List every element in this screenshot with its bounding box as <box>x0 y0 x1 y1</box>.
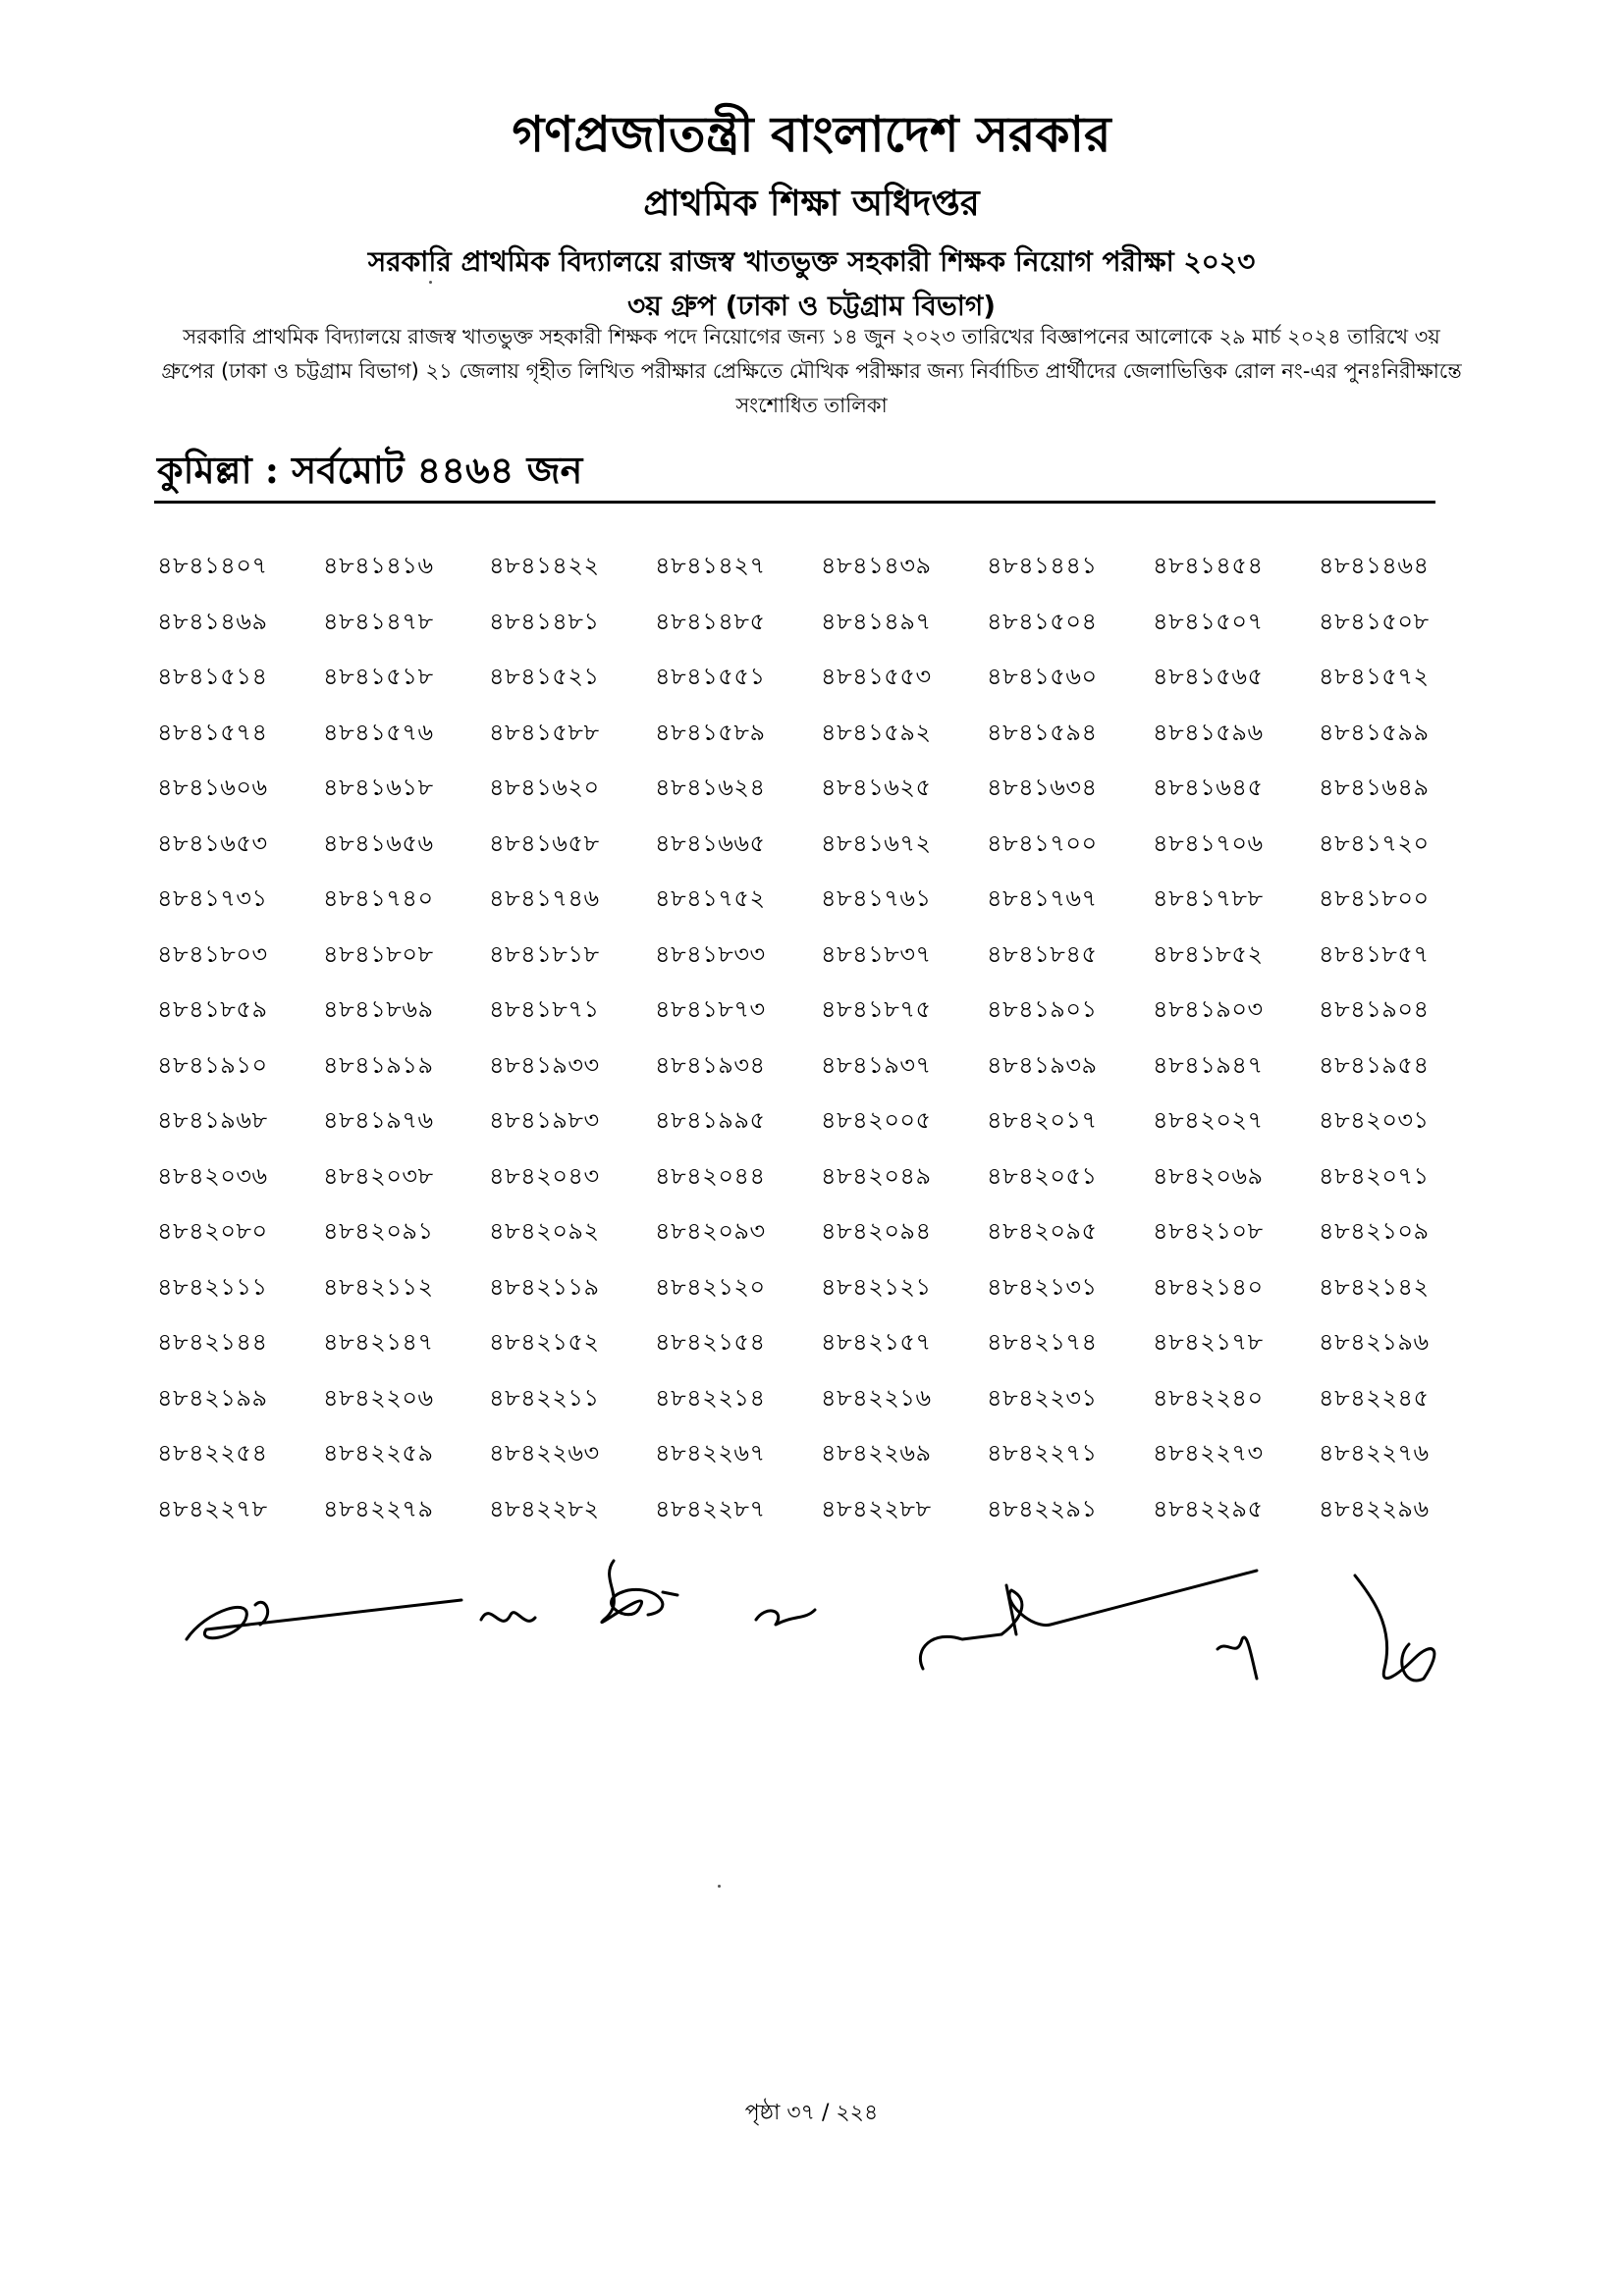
roll-number: ৪৮৪১৫৬৫ <box>1153 663 1264 691</box>
roll-number: ৪৮৪১৫৯২ <box>821 718 932 746</box>
roll-number: ৪৮৪১৪২২ <box>489 552 600 580</box>
roll-number: ৪৮৪১৭৪৬ <box>489 884 600 913</box>
scan-speck <box>429 281 432 284</box>
roll-row <box>157 762 1443 818</box>
roll-number: ৪৮৪১৭২০ <box>1319 828 1430 857</box>
roll-number: ৪৮৪১৬৫৩ <box>157 828 268 857</box>
roll-number: ৪৮৪১৮০৩ <box>157 939 268 968</box>
signature-3 <box>602 1561 663 1623</box>
roll-row <box>157 707 1443 763</box>
roll-number: ৪৮৪২২৭১ <box>987 1439 1098 1468</box>
roll-number: ৪৮৪১৬২৪ <box>655 774 766 802</box>
roll-number: ৪৮৪২১০৯ <box>1319 1217 1430 1246</box>
roll-row <box>157 1095 1443 1150</box>
roll-number: ৪৮৪১৪২৭ <box>655 552 766 580</box>
roll-row <box>157 651 1443 707</box>
roll-number: ৪৮৪১৬৩৪ <box>987 774 1098 802</box>
roll-row <box>157 1261 1443 1317</box>
roll-number: ৪৮৪১৪০৭ <box>157 552 268 580</box>
roll-number: ৪৮৪২১১২ <box>323 1272 434 1301</box>
roll-number: ৪৮৪২২১১ <box>489 1383 600 1412</box>
roll-number: ৪৮৪২০৪৯ <box>821 1161 932 1190</box>
roll-number: ৪৮৪১৮৩৭ <box>821 939 932 968</box>
roll-number: ৪৮৪১৯০৩ <box>1153 995 1264 1024</box>
roll-number: ৪৮৪১৬৫৬ <box>323 828 434 857</box>
roll-number: ৪৮৪২১৪৪ <box>157 1328 268 1357</box>
roll-number: ৪৮৪১৫৬০ <box>987 663 1098 691</box>
roll-number: ৪৮৪১৯৮৩ <box>489 1106 600 1135</box>
roll-row <box>157 1205 1443 1261</box>
roll-number: ৪৮৪১৮৭৫ <box>821 995 932 1024</box>
roll-number: ৪৮৪১৫৫১ <box>655 663 766 691</box>
signatures <box>167 1541 1502 1708</box>
roll-number: ৪৮৪২১৯৬ <box>1319 1328 1430 1357</box>
roll-number: ৪৮৪১৯৩৭ <box>821 1050 932 1079</box>
roll-row <box>157 596 1443 652</box>
roll-number: ৪৮৪১৪৮১ <box>489 607 600 635</box>
roll-number: ৪৮৪১৪৩৯ <box>821 552 932 580</box>
roll-number: ৪৮৪২০৬৯ <box>1153 1161 1264 1190</box>
roll-number: ৪৮৪২২০৬ <box>323 1383 434 1412</box>
roll-number: ৪৮৪২০৩৮ <box>323 1161 434 1190</box>
roll-number: ৪৮৪১৫৮৯ <box>655 718 766 746</box>
roll-number: ৪৮৪২২৮২ <box>489 1494 600 1522</box>
list-description: সরকারি প্রাথমিক বিদ্যালয়ে রাজস্ব খাতভুক্ত সহকারী শিক্ষক পদে নিয়োগের জন্য ১৪ জুন ২০২৩ তারিখের বিজ্ঞাপনের আলোকে ২৯ মার্চ ২০২৪ তারিখে ৩য় গ্রুপের (ঢাকা ও চট্টগ্রাম বিভাগ) ২১ জেলায় গৃহীত লিখিত পরীক্ষার প্রেক্ষিতে মৌখিক পরীক্ষার জন্য নির্বাচিত প্রার্থীদের জেলাভিত্তিক রোল নং-এর পুনঃনিরীক্ষান্তে সংশোধিত তালিকা <box>161 325 1462 417</box>
roll-number: ৪৮৪২০১৭ <box>987 1106 1098 1135</box>
roll-number: ৪৮৪১৯৩৯ <box>987 1050 1098 1079</box>
roll-number: ৪৮৪১৯০৪ <box>1319 995 1430 1024</box>
roll-number: ৪৮৪২০৩১ <box>1319 1106 1430 1135</box>
signature-5 <box>1217 1637 1257 1679</box>
document-title: গণপ্রজাতন্ত্রী বাংলাদেশ সরকার <box>512 105 1111 163</box>
roll-number: ৪৮৪১৯০১ <box>987 995 1098 1024</box>
roll-number: ৪৮৪২০৭১ <box>1319 1161 1430 1190</box>
roll-number: ৪৮৪২২৩১ <box>987 1383 1098 1412</box>
roll-number: ৪৮৪১৫১৮ <box>323 663 434 691</box>
roll-number: ৪৮৪১৭৮৮ <box>1153 884 1264 913</box>
roll-number: ৪৮৪১৮০০ <box>1319 884 1430 913</box>
roll-number: ৪৮৪১৭০০ <box>987 828 1098 857</box>
roll-number: ৪৮৪২১৭৪ <box>987 1328 1098 1357</box>
roll-number: ৪৮৪২০৪৪ <box>655 1161 766 1190</box>
roll-number: ৪৮৪২১২১ <box>821 1272 932 1301</box>
roll-number: ৪৮৪১৮৪৫ <box>987 939 1098 968</box>
roll-number: ৪৮৪১৯৯৫ <box>655 1106 766 1135</box>
roll-number: ৪৮৪২১৪৭ <box>323 1328 434 1357</box>
roll-number: ৪৮৪১৪৯৭ <box>821 607 932 635</box>
roll-number: ৪৮৪১৮৫২ <box>1153 939 1264 968</box>
roll-number: ৪৮৪১৫৫৩ <box>821 663 932 691</box>
roll-number: ৪৮৪১৫২১ <box>489 663 600 691</box>
roll-row <box>157 1427 1443 1483</box>
roll-row <box>157 1372 1443 1428</box>
roll-number: ৪৮৪১৮৫৭ <box>1319 939 1430 968</box>
roll-number: ৪৮৪১৮৭১ <box>489 995 600 1024</box>
roll-number: ৪৮৪২১২০ <box>655 1272 766 1301</box>
signature-2 <box>481 1613 535 1622</box>
group-label: ৩য় গ্রুপ (ঢাকা ও চট্টগ্রাম বিভাগ) <box>626 290 997 322</box>
roll-number: ৪৮৪২২৯১ <box>987 1494 1098 1522</box>
roll-number: ৪৮৪১৫৮৮ <box>489 718 600 746</box>
roll-number: ৪৮৪১৬৭২ <box>821 828 932 857</box>
roll-number: ৪৮৪১৯১৯ <box>323 1050 434 1079</box>
roll-number: ৪৮৪২০২৭ <box>1153 1106 1264 1135</box>
roll-number: ৪৮৪২১৫৪ <box>655 1328 766 1357</box>
roll-number: ৪৮৪১৪১৬ <box>323 552 434 580</box>
roll-number: ৪৮৪১৫০৭ <box>1153 607 1264 635</box>
roll-number: ৪৮৪১৬০৬ <box>157 774 268 802</box>
signature-6 <box>1355 1575 1434 1681</box>
roll-number: ৪৮৪১৭৫২ <box>655 884 766 913</box>
roll-number: ৪৮৪১৫৯৬ <box>1153 718 1264 746</box>
roll-number: ৪৮৪১৬৬৫ <box>655 828 766 857</box>
roll-number: ৪৮৪১৫৯৪ <box>987 718 1098 746</box>
roll-number: ৪৮৪১৯৫৪ <box>1319 1050 1430 1079</box>
roll-number: ৪৮৪১৭৬১ <box>821 884 932 913</box>
roll-number: ৪৮৪১৪৮৫ <box>655 607 766 635</box>
roll-number: ৪৮৪১৮৭৩ <box>655 995 766 1024</box>
roll-number: ৪৮৪১৬২৫ <box>821 774 932 802</box>
roll-number: ৪৮৪১৯৪৭ <box>1153 1050 1264 1079</box>
roll-number: ৪৮৪১৪৪১ <box>987 552 1098 580</box>
roll-number: ৪৮৪১৪৬৪ <box>1319 552 1430 580</box>
roll-number: ৪৮৪১৯১০ <box>157 1050 268 1079</box>
roll-number: ৪৮৪২২৭৯ <box>323 1494 434 1522</box>
roll-number: ৪৮৪১৭০৬ <box>1153 828 1264 857</box>
roll-number: ৪৮৪১৬৫৮ <box>489 828 600 857</box>
roll-row <box>157 1483 1443 1539</box>
roll-number: ৪৮৪২১৫২ <box>489 1328 600 1357</box>
roll-number: ৪৮৪১৭৩১ <box>157 884 268 913</box>
roll-number: ৪৮৪২২৬৭ <box>655 1439 766 1468</box>
roll-number: ৪৮৪২২৬৯ <box>821 1439 932 1468</box>
roll-number: ৪৮৪২০৫১ <box>987 1161 1098 1190</box>
roll-number: ৪৮৪১৬২০ <box>489 774 600 802</box>
roll-number: ৪৮৪২২৪০ <box>1153 1383 1264 1412</box>
roll-number: ৪৮৪১৫৯৯ <box>1319 718 1430 746</box>
roll-number: ৪৮৪১৫১৪ <box>157 663 268 691</box>
roll-number: ৪৮৪১৫৭৪ <box>157 718 268 746</box>
roll-number: ৪৮৪২২১৬ <box>821 1383 932 1412</box>
roll-number: ৪৮৪১৫৭২ <box>1319 663 1430 691</box>
roll-number: ৪৮৪২২১৪ <box>655 1383 766 1412</box>
roll-number: ৪৮৪২১৭৮ <box>1153 1328 1264 1357</box>
roll-number: ৪৮৪২২৮৭ <box>655 1494 766 1522</box>
roll-number: ৪৮৪২২৭৮ <box>157 1494 268 1522</box>
roll-number: ৪৮৪১৬১৮ <box>323 774 434 802</box>
department-name: প্রাথমিক শিক্ষা অধিদপ্তর <box>643 183 980 224</box>
scan-speck <box>718 1885 721 1888</box>
roll-number: ৪৮৪২২৬৩ <box>489 1439 600 1468</box>
roll-number: ৪৮৪১৯৩৩ <box>489 1050 600 1079</box>
roll-number: ৪৮৪২১০৮ <box>1153 1217 1264 1246</box>
roll-row <box>157 540 1443 596</box>
roll-number: ৪৮৪১৯৬৮ <box>157 1106 268 1135</box>
roll-number: ৪৮৪২০৯১ <box>323 1217 434 1246</box>
exam-title: সরকারি প্রাথমিক বিদ্যালয়ে রাজস্ব খাতভুক্ত সহকারী শিক্ষক নিয়োগ পরীক্ষা ২০২৩ <box>367 245 1256 278</box>
roll-number: ৪৮৪২২৯৬ <box>1319 1494 1430 1522</box>
roll-row <box>157 873 1443 929</box>
roll-number: ৪৮৪১৮৬৯ <box>323 995 434 1024</box>
roll-number: ৪৮৪২১৩১ <box>987 1272 1098 1301</box>
roll-number: ৪৮৪১৮০৮ <box>323 939 434 968</box>
roll-number: ৪৮৪১৭৬৭ <box>987 884 1098 913</box>
roll-number: ৪৮৪১৪৫৪ <box>1153 552 1264 580</box>
roll-number: ৪৮৪১৯৭৬ <box>323 1106 434 1135</box>
roll-number: ৪৮৪২১৪২ <box>1319 1272 1430 1301</box>
roll-row <box>157 1150 1443 1206</box>
signature-1 <box>187 1600 461 1639</box>
roll-number: ৪৮৪২১১১ <box>157 1272 268 1301</box>
roll-number: ৪৮৪১৬৪৯ <box>1319 774 1430 802</box>
roll-number: ৪৮৪২০৯২ <box>489 1217 600 1246</box>
district-heading: কুমিল্লা : সর্বমোট ৪৪৬৪ জন <box>157 448 583 492</box>
roll-number: ৪৮৪১৫৭৬ <box>323 718 434 746</box>
roll-row <box>157 929 1443 985</box>
roll-number: ৪৮৪১৬৪৫ <box>1153 774 1264 802</box>
roll-number: ৪৮৪২২৭৬ <box>1319 1439 1430 1468</box>
roll-number: ৪৮৪২০৯৪ <box>821 1217 932 1246</box>
roll-number: ৪৮৪২০৮০ <box>157 1217 268 1246</box>
roll-number: ৪৮৪১৭৪০ <box>323 884 434 913</box>
page-number: পৃষ্ঠা ৩৭ / ২২৪ <box>744 2101 879 2125</box>
roll-number: ৪৮৪১৫০৮ <box>1319 607 1430 635</box>
roll-number: ৪৮৪২০৩৬ <box>157 1161 268 1190</box>
heading-divider <box>154 501 1435 504</box>
roll-row <box>157 984 1443 1040</box>
roll-number: ৪৮৪১৮৫৯ <box>157 995 268 1024</box>
roll-number-grid <box>157 540 1443 1538</box>
roll-number: ৪৮৪২২৫৪ <box>157 1439 268 1468</box>
roll-number: ৪৮৪১৮১৮ <box>489 939 600 968</box>
roll-number: ৪৮৪২২৪৫ <box>1319 1383 1430 1412</box>
roll-number: ৪৮৪২১৪০ <box>1153 1272 1264 1301</box>
roll-number: ৪৮৪২২৭৩ <box>1153 1439 1264 1468</box>
roll-number: ৪৮৪২০৯৩ <box>655 1217 766 1246</box>
roll-number: ৪৮৪১৪৬৯ <box>157 607 268 635</box>
roll-number: ৪৮৪২১১৯ <box>489 1272 600 1301</box>
roll-row <box>157 818 1443 874</box>
roll-row <box>157 1040 1443 1095</box>
roll-number: ৪৮৪২০৪৩ <box>489 1161 600 1190</box>
roll-number: ৪৮৪২০০৫ <box>821 1106 932 1135</box>
signature-4 <box>920 1571 1257 1669</box>
roll-number: ৪৮৪২১৫৭ <box>821 1328 932 1357</box>
roll-number: ৪৮৪২২৮৮ <box>821 1494 932 1522</box>
roll-number: ৪৮৪২১৯৯ <box>157 1383 268 1412</box>
roll-number: ৪৮৪২২৫৯ <box>323 1439 434 1468</box>
roll-number: ৪৮৪২২৯৫ <box>1153 1494 1264 1522</box>
roll-number: ৪৮৪১৫০৪ <box>987 607 1098 635</box>
roll-number: ৪৮৪১৯৩৪ <box>655 1050 766 1079</box>
roll-number: ৪৮৪২০৯৫ <box>987 1217 1098 1246</box>
roll-number: ৪৮৪১৪৭৮ <box>323 607 434 635</box>
roll-number: ৪৮৪১৮৩৩ <box>655 939 766 968</box>
roll-row <box>157 1316 1443 1372</box>
